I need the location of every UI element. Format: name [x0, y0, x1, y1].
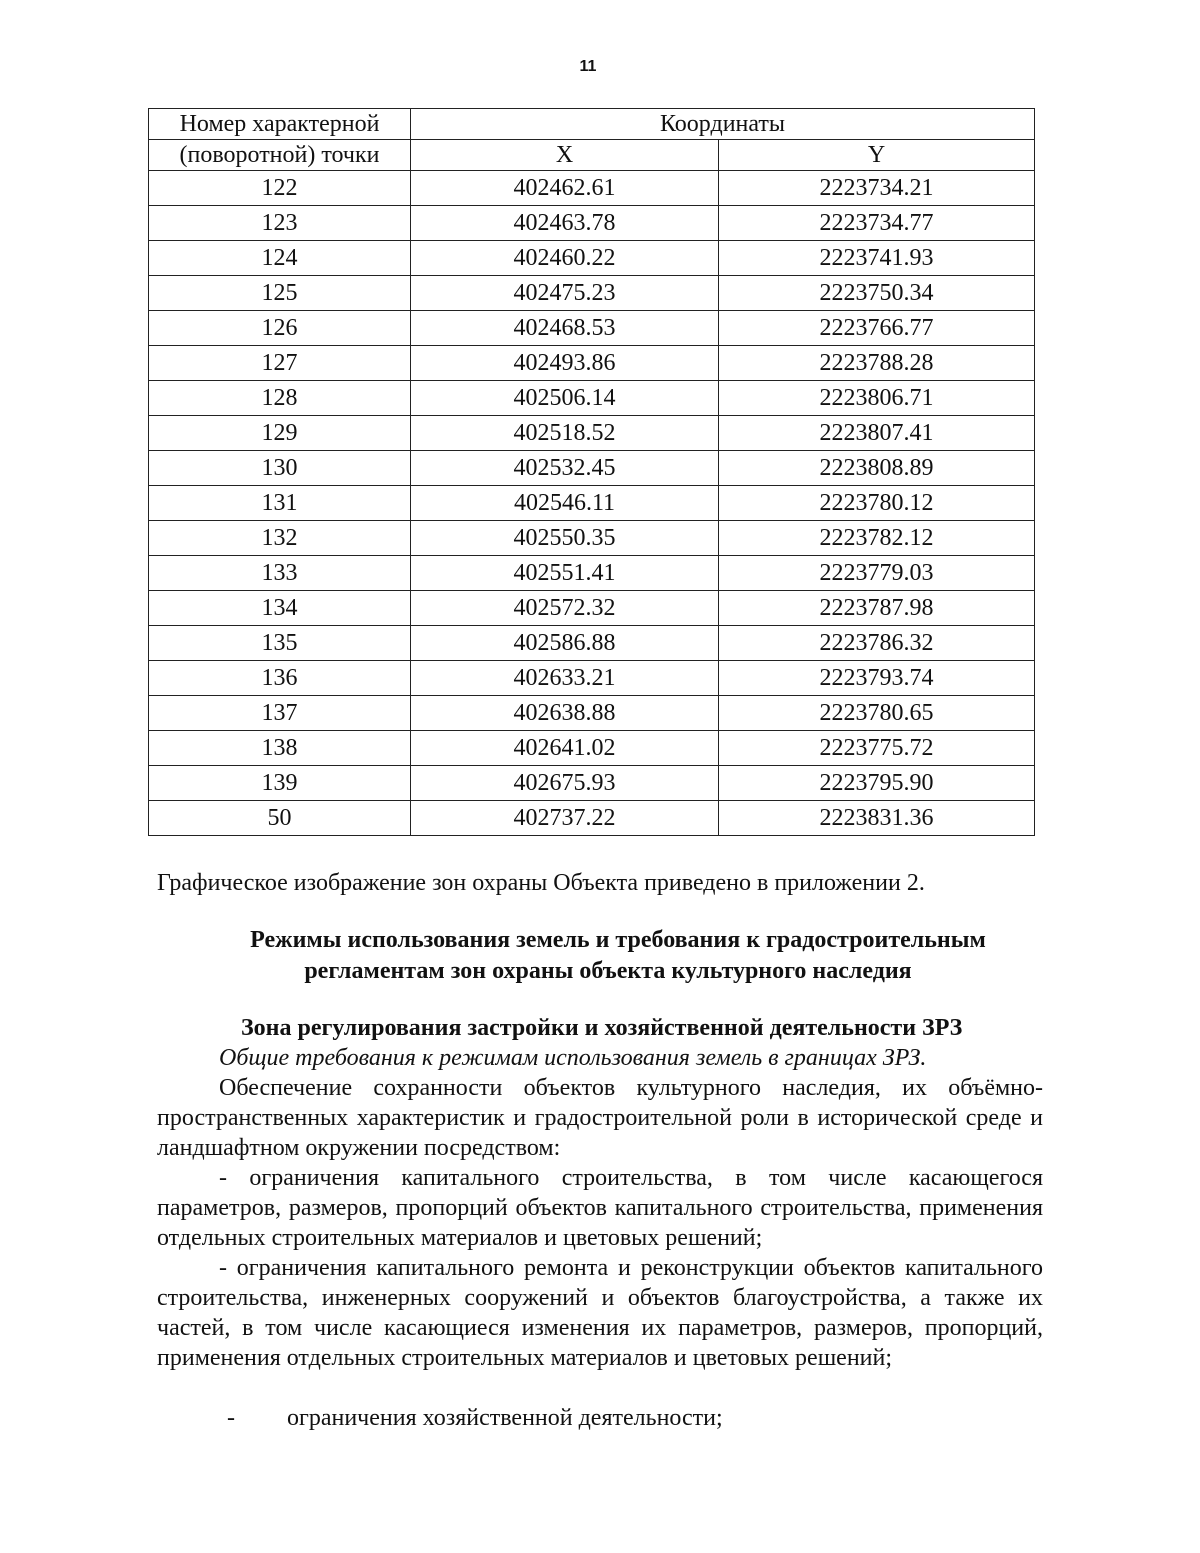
cell-y: 2223780.65: [719, 696, 1035, 731]
section-heading: [157, 925, 1043, 987]
cell-y: 2223793.74: [719, 661, 1035, 696]
table-row: [149, 696, 1035, 731]
zone-title: Зона регулирования застройки и хозяйственной деятельности ЗРЗ: [241, 1015, 963, 1041]
cell-y: 2223788.28: [719, 346, 1035, 381]
table-row: [149, 346, 1035, 381]
cell-x: 402586.88: [411, 626, 719, 661]
cell-point: 124: [149, 241, 411, 276]
table-row: [149, 241, 1035, 276]
cell-point: 127: [149, 346, 411, 381]
cell-point: 137: [149, 696, 411, 731]
bullet-dash: -: [227, 1405, 235, 1431]
table-row: [149, 591, 1035, 626]
table-row: [149, 626, 1035, 661]
cell-point: 134: [149, 591, 411, 626]
table-row: [149, 171, 1035, 206]
cell-x: 402675.93: [411, 766, 719, 801]
cell-point: 123: [149, 206, 411, 241]
cell-y: 2223786.32: [719, 626, 1035, 661]
table-row: [149, 521, 1035, 556]
cell-point: 126: [149, 311, 411, 346]
bullet-construction: - ограничения капитального строительства, в том числе касающегося параметров, размеров, пропорций объектов капитального строительства, применения отдельных строительных материалов и цветовых решений;: [157, 1165, 1043, 1251]
cell-point: 139: [149, 766, 411, 801]
cell-x: 402572.32: [411, 591, 719, 626]
cell-point: 128: [149, 381, 411, 416]
cell-y: 2223734.21: [719, 171, 1035, 206]
table-row: [149, 276, 1035, 311]
cell-x: 402462.61: [411, 171, 719, 206]
table-row: [149, 661, 1035, 696]
table-row: [149, 451, 1035, 486]
cell-y: 2223734.77: [719, 206, 1035, 241]
cell-y: 2223807.41: [719, 416, 1035, 451]
table-row: [149, 416, 1035, 451]
cell-y: 2223780.12: [719, 486, 1035, 521]
section-heading-line1: Режимы использования земель и требования к градостроительным: [250, 927, 986, 953]
table-row: [149, 486, 1035, 521]
cell-x: 402638.88: [411, 696, 719, 731]
header-coordinates: Координаты: [411, 109, 1035, 140]
zone-subtitle: Общие требования к режимам использования земель в границах ЗРЗ.: [219, 1045, 927, 1071]
cell-y: 2223808.89: [719, 451, 1035, 486]
header-point-line2: (поворотной) точки: [149, 140, 411, 171]
coordinates-table: [148, 108, 1035, 836]
header-point-line1: Номер характерной: [149, 109, 411, 140]
cell-point: 133: [149, 556, 411, 591]
cell-point: 129: [149, 416, 411, 451]
cell-x: 402737.22: [411, 801, 719, 836]
table-row: [149, 381, 1035, 416]
cell-x: 402463.78: [411, 206, 719, 241]
cell-y: 2223806.71: [719, 381, 1035, 416]
cell-point: 136: [149, 661, 411, 696]
cell-x: 402550.35: [411, 521, 719, 556]
cell-point: 131: [149, 486, 411, 521]
cell-x: 402506.14: [411, 381, 719, 416]
cell-x: 402546.11: [411, 486, 719, 521]
zone-block: [157, 1013, 1043, 1073]
bullet-economic-text: ограничения хозяйственной деятельности;: [287, 1405, 723, 1431]
cell-x: 402460.22: [411, 241, 719, 276]
caption: Графическое изображение зон охраны Объекта приведено в приложении 2.: [157, 870, 925, 896]
cell-y: 2223831.36: [719, 801, 1035, 836]
cell-y: 2223766.77: [719, 311, 1035, 346]
page-number: 11: [579, 58, 597, 75]
cell-point: 122: [149, 171, 411, 206]
cell-point: 138: [149, 731, 411, 766]
cell-x: 402493.86: [411, 346, 719, 381]
cell-x: 402551.41: [411, 556, 719, 591]
paragraph-intro: Обеспечение сохранности объектов культурного наследия, их объёмно-пространственных характеристик и градостроительной роли в исторической среде и ландшафтном окружении посредством:: [157, 1075, 1043, 1161]
table-row: [149, 311, 1035, 346]
table-row: [149, 206, 1035, 241]
cell-x: 402518.52: [411, 416, 719, 451]
cell-y: 2223775.72: [719, 731, 1035, 766]
cell-y: 2223750.34: [719, 276, 1035, 311]
cell-point: 125: [149, 276, 411, 311]
cell-point: 50: [149, 801, 411, 836]
table-row: [149, 556, 1035, 591]
bullet-economic: [157, 1403, 1043, 1433]
cell-y: 2223741.93: [719, 241, 1035, 276]
cell-y: 2223795.90: [719, 766, 1035, 801]
table-body: [149, 171, 1035, 836]
bullet-repair: - ограничения капитального ремонта и реконструкции объектов капитального строительства, инженерных сооружений и объектов благоустройства, а также их частей, в том числе касающиеся изменения их параметров, размеров, пропорций, применения отдельных строительных материалов и цветовых решений;: [157, 1255, 1043, 1371]
cell-x: 402641.02: [411, 731, 719, 766]
cell-x: 402468.53: [411, 311, 719, 346]
cell-y: 2223779.03: [719, 556, 1035, 591]
header-x: X: [411, 140, 719, 171]
cell-y: 2223782.12: [719, 521, 1035, 556]
cell-x: 402532.45: [411, 451, 719, 486]
section-heading-line2: регламентам зон охраны объекта культурного наследия: [304, 958, 912, 984]
table-row: [149, 801, 1035, 836]
cell-point: 132: [149, 521, 411, 556]
cell-x: 402633.21: [411, 661, 719, 696]
cell-point: 130: [149, 451, 411, 486]
cell-point: 135: [149, 626, 411, 661]
cell-y: 2223787.98: [719, 591, 1035, 626]
table-row: [149, 766, 1035, 801]
cell-x: 402475.23: [411, 276, 719, 311]
header-y: Y: [719, 140, 1035, 171]
table-row: [149, 731, 1035, 766]
